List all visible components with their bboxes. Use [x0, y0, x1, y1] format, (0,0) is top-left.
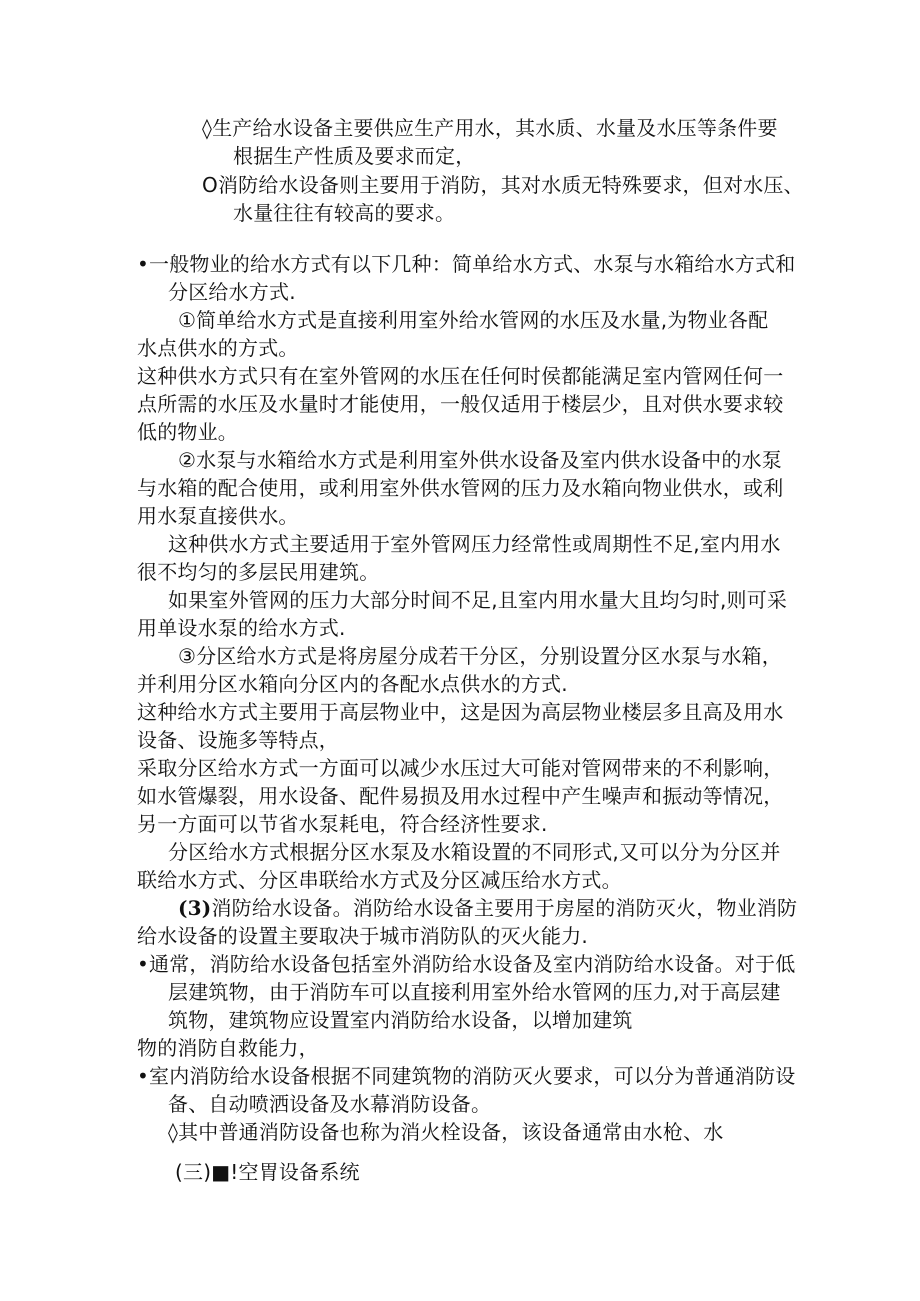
paragraph-line: O消防给水设备则主要用于消防，其对水质无特殊要求，但对水压、 [202, 173, 804, 197]
paragraph-line: 与水箱的配合使用，或利用室外供水管网的压力及水箱向物业供水，或利 [137, 476, 784, 500]
paragraph-line: ②水泵与水箱给水方式是利用室外供水设备及室内供水设备中的水泵 [178, 448, 782, 472]
paragraph-line: 筑物，建筑物应设置室内消防给水设备，以增加建筑 [168, 1008, 633, 1032]
paragraph-line: 点所需的水压及水量时才能使用，一般仅适用于楼层少，且对供水要求较 [137, 392, 784, 416]
paragraph-line: 这种给水方式主要用于高层物业中，这是因为高层物业楼层多且高及用水 [137, 700, 784, 724]
paragraph-line: •一般物业的给水方式有以下几种：简单给水方式、水泵与水箱给水方式和 [137, 252, 796, 276]
paragraph-line: •通常，消防给水设备包括室外消防给水设备及室内消防给水设备。对于低 [137, 952, 796, 976]
paragraph-line: ◊生产给水设备主要供应生产用水，其水质、水量及水压等条件要 [202, 116, 778, 140]
paragraph-line [178, 894, 797, 922]
paragraph-line: ①简单给水方式是直接利用室外给水管网的水压及水量,为物业各配 [178, 308, 769, 332]
paragraph-line: 这种供水方式主要适用于室外管网压力经常性或周期性不足,室内用水 [168, 532, 781, 556]
paragraph-line: 如水管爆裂，用水设备、配件易损及用水过程中产生噪声和振动等情况， [137, 784, 784, 808]
paragraph-line: •室内消防给水设备根据不同建筑物的消防灭火要求，可以分为普通消防设 [137, 1064, 796, 1088]
paragraph-line: ◊其中普通消防设备也称为消火栓设备，该设备通常由水枪、水 [168, 1120, 724, 1144]
paragraph-line: 备、自动喷洒设备及水幕消防设备。 [168, 1092, 492, 1116]
paragraph-line: 很不均匀的多层民用建筑。 [137, 560, 380, 584]
section-text: 消防给水设备。消防给水设备主要用于房屋的消防灭火，物业消防 [211, 896, 798, 920]
paragraph-line: 并利用分区水箱向分区内的各配水点供水的方式. [137, 672, 568, 696]
paragraph-line: 另一方面可以节省水泵耗电，符合经济性要求. [137, 812, 548, 836]
paragraph-line: 如果室外管网的压力大部分时间不足,且室内用水量大且均匀时,则可采 [168, 588, 788, 612]
paragraph-line: 低的物业。 [137, 420, 238, 444]
paragraph-line: 设备、设施多等特点， [137, 728, 339, 752]
paragraph-line: 用单设水泵的给水方式. [137, 616, 346, 640]
paragraph-line: 物的消防自救能力， [137, 1036, 319, 1060]
section-heading: (三)■!空胃设备系统 [175, 1160, 360, 1184]
paragraph-line: 给水设备的设置主要取决于城市消防队的灭火能力. [137, 924, 588, 948]
paragraph-line: 层建筑物，由于消防车可以直接利用室外给水管网的压力,对于高层建 [168, 980, 781, 1004]
paragraph-line: ③分区给水方式是将房屋分成若干分区，分别设置分区水泵与水箱， [178, 644, 782, 668]
paragraph-line: 用水泵直接供水。 [137, 504, 299, 528]
paragraph-line: 水量往往有较高的要求。 [233, 201, 456, 225]
paragraph-line: 联给水方式、分区串联给水方式及分区减压给水方式。 [137, 868, 622, 892]
paragraph-line: 分区给水方式. [168, 280, 296, 304]
paragraph-line: 根据生产性质及要求而定， [233, 144, 476, 168]
paragraph-line: 采取分区给水方式一方面可以减少水压过大可能对管网带来的不利影响， [137, 756, 784, 780]
paragraph-line: 分区给水方式根据分区水泵及水箱设置的不同形式,又可以分为分区并 [168, 840, 781, 864]
section-number: (3) [178, 896, 212, 920]
paragraph-line: 这种供水方式只有在室外管网的水压在任何时侯都能满足室内管网任何一 [137, 364, 784, 388]
paragraph-line: 水点供水的方式。 [137, 336, 299, 360]
